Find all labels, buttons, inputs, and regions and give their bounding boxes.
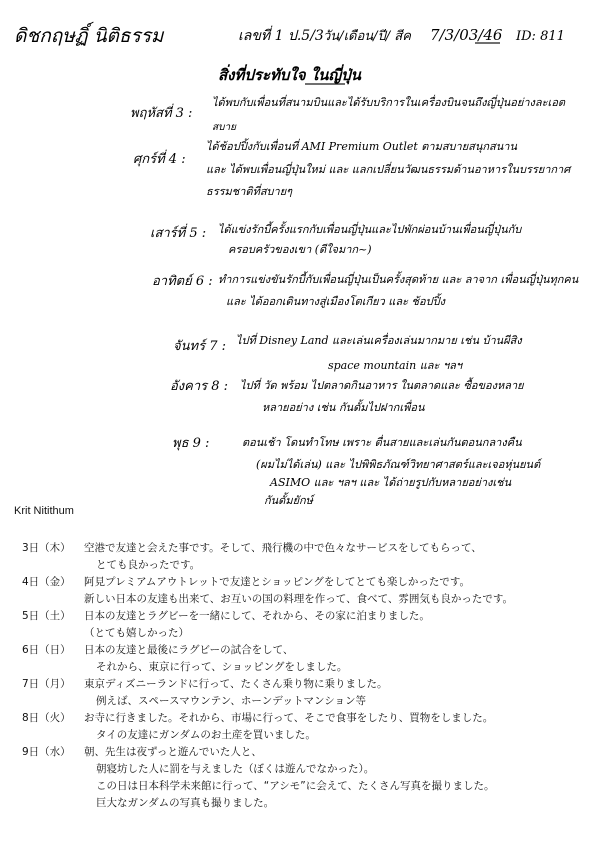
diary-day: 7日（月）: [22, 678, 71, 690]
scan-line: กันดั้มยักษ์: [264, 494, 313, 507]
scan-day-8: อังคาร 8 :: [170, 379, 229, 394]
scan-line: ได้แข่งรักบี้ครั้งแรกกับเพื่อนญี่ปุ่นและไปพักผ่อนบ้านเพื่อนญี่ปุ่นกับ: [218, 223, 522, 236]
scan-line: สบาย: [212, 122, 236, 133]
scan-header-date: 7/3/03/46: [430, 26, 503, 44]
scan-line: ทำการแข่งขันรักบี้กับเพื่อนญี่ปุ่นเป็นครั้งสุดท้าย และ ลาจาก เพื่อนญี่ปุ่นทุกคน: [218, 273, 579, 286]
diary-line: 新しい日本の友達も出来て、お互いの国の料理を作って、食べて、雰囲気も良かったです。: [84, 593, 514, 605]
scan-line: และ ได้ออกเดินทางสู่เมืองโตเกียว และ ช้อปปิ้ง: [226, 295, 445, 308]
diary-line: タイの友達にガンダムのお土産を買いました。: [96, 729, 316, 741]
scan-day-4: ศุกร์ที่ 4 :: [133, 152, 186, 167]
diary-entry: [22, 540, 582, 574]
diary-day: 5日（土）: [22, 610, 71, 622]
diary-line: お寺に行きました。それから、市場に行って、そこで食事をしたり、買物をしました。: [84, 712, 494, 724]
scan-header-id: ID: 811: [516, 29, 565, 44]
diary-entry: [22, 574, 582, 608]
diary-entry: [22, 642, 582, 676]
scan-header-date-label: วัน/เดือน/ปี/ สีค: [323, 29, 411, 44]
scan-line: ได้ช้อปปิ้งกับเพื่อนที่ AMI Premium Outlet ตามสบายสนุกสนาน: [206, 140, 517, 153]
diary-line: 朝、先生は夜ずっと遊んでいた人と、: [84, 746, 262, 758]
diary-day: 4日（金）: [22, 576, 71, 588]
diary-line: 例えば、スペースマウンテン、ホーンデットマンション等: [96, 695, 367, 707]
scan-line: และ ได้พบเพื่อนญี่ปุ่นใหม่ และ แลกเปลี่ยนวัฒนธรรมด้านอาหารในบรรยากาศ: [206, 163, 571, 176]
diary-line: 朝寝坊した人に罰を与えました（ぼくは遊んでなかった）。: [96, 763, 375, 775]
diary-line: それから、東京に行って、ショッピングをしました。: [96, 661, 348, 673]
diary-line: 阿見プレミアムアウトレットで友達とショッピングをしてとても楽しかったです。: [84, 576, 470, 588]
scan-day-3: พฤหัสที่ 3 :: [130, 106, 193, 121]
diary-line: 日本の友達と最後にラグビーの試合をして、: [84, 644, 294, 656]
scan-line: space mountain และ ฯลฯ: [328, 359, 463, 372]
scan-line: ครอบครัวของเขา (ดีใจมาก~): [228, 243, 372, 256]
diary-entry: [22, 710, 582, 744]
scan-header-name: ดิชกฤษฏิ์ นิติธรรม: [14, 25, 164, 47]
diary-line: 日本の友達とラグビーを一緒にして、それから、その家に泊まりました。: [84, 610, 430, 622]
scan-line: ธรรมชาติที่สบายๆ: [206, 185, 293, 198]
scan-line: ไปที่ Disney Land และเล่นเครื่องเล่นมากมาย เช่น บ้านผีสิง: [236, 334, 522, 347]
scan-line: ไปที่ วัด พร้อม ไปตลาดกินอาหาร ในตลาดและ ซื้อของหลาย: [240, 379, 524, 392]
diary-line: この日は日本科学未来館に行って、“アシモ”に会えて、たくさん写真を撮りました。: [96, 780, 495, 792]
scan-day-6: อาทิตย์ 6 :: [152, 274, 213, 289]
diary-day: 9日（水）: [22, 746, 71, 758]
diary-entry: [22, 744, 582, 812]
diary-line: （とても嬉しかった）: [84, 627, 189, 639]
scan-line: ASIMO และ ฯลฯ และ ได้ถ่ายรูปกับหลายอย่างเช่น: [270, 476, 512, 489]
diary-line: 東京ディズニーランドに行って、たくさん乗り物に乗りました。: [84, 678, 388, 690]
diary-entry: [22, 676, 582, 710]
scan-day-5: เสาร์ที่ 5 :: [150, 226, 207, 241]
diary-day: 3日（木）: [22, 542, 71, 554]
scan-header-number: เลขที่ 1 ป.5/3: [238, 28, 324, 44]
scan-line: (ผมไม่ได้เล่น) และ ไปพิพิธภัณฑ์วิทยาศาสตร์และเจอหุ่นยนต์: [256, 458, 541, 471]
scan-day-9: พุธ 9 :: [172, 436, 210, 451]
scan-day-7: จันทร์ 7 :: [173, 339, 226, 354]
diary-line: 巨大なガンダムの写真も撮りました。: [96, 797, 275, 809]
diary-line: 空港で友達と会えた事です。そして、飛行機の中で色々なサービスをしてもらって、: [84, 542, 482, 554]
diary-day: 8日（火）: [22, 712, 71, 724]
scan-title: สิ่งที่ประทับใจ ในญี่ปุ่น: [218, 66, 361, 84]
scan-line: ตอนเช้า โดนทำโทษ เพราะ ตื่นสายและเล่นกันตอนกลางคืน: [242, 436, 522, 449]
japanese-diary: [22, 540, 582, 812]
diary-day: 6日（日）: [22, 644, 71, 656]
scan-line: หลายอย่าง เช่น กันดั้มไปฝากเพื่อน: [262, 401, 425, 414]
author-caption: Krit Nitithum: [14, 505, 74, 517]
scan-line: ได้พบกับเพื่อนที่สนามบินและได้รับบริการในเครื่องบินจนถึงญี่ปุ่นอย่างละเอต: [212, 96, 566, 109]
diary-entry: [22, 608, 582, 642]
diary-line: とても良かったです。: [96, 559, 201, 571]
